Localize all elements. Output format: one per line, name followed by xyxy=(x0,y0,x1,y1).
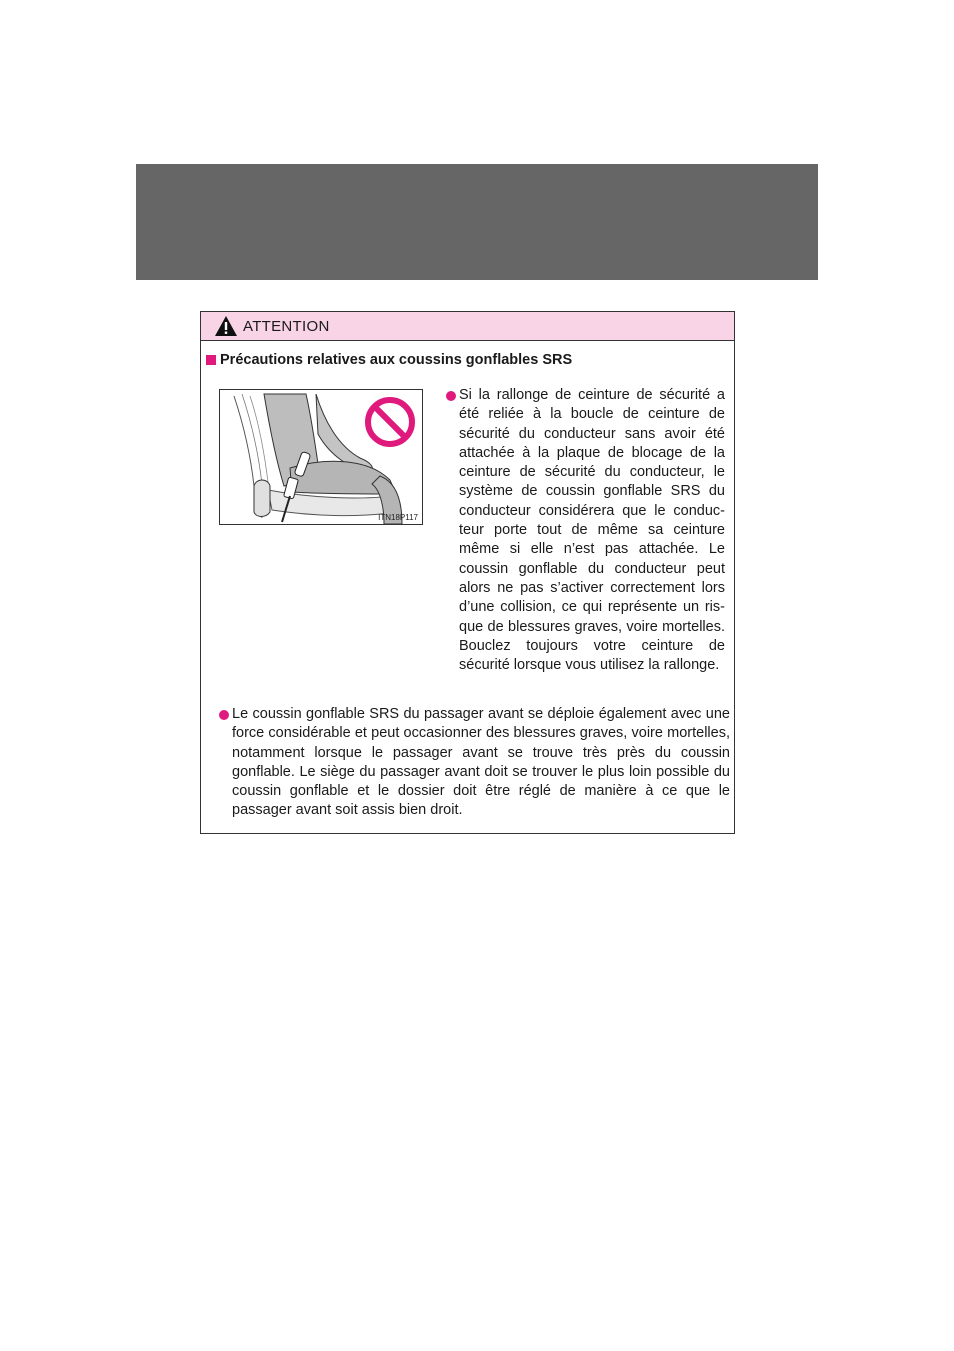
warning-triangle-icon xyxy=(214,315,238,337)
square-bullet-icon xyxy=(206,355,216,365)
section-heading-text: Précautions relatives aux coussins gonflables SRS xyxy=(220,352,573,368)
bullet-paragraph-passenger: Le coussin gonflable SRS du passager avant se déploie également avec une force considérable et peut occasionner des blessures graves, voire mortelles, notamment lorsque le passager avant se trouve très près du coussin gonflable. Le siège du passager avant doit se trouver le plus loin possible du coussin gonflable et le dossier doit être réglé de manière à ce que le passager avant soit assis bien droit. xyxy=(232,706,730,819)
bullet-dot-icon xyxy=(219,710,229,720)
section-heading xyxy=(206,352,572,368)
attention-box xyxy=(200,311,735,834)
prohibited-icon xyxy=(368,400,412,444)
bullet-dot-icon xyxy=(446,391,456,401)
attention-title: ATTENTION xyxy=(243,317,330,335)
chapter-header-band xyxy=(136,164,818,280)
seatbelt-extender-illustration xyxy=(219,389,423,525)
bullet-paragraph-extender: Si la rallonge de ceinture de sécurité a été reliée à la boucle de ceinture de sécurité du conducteur sans avoir été attachée à la plaque de blocage de la ceinture de sécurité du conducteur, le système de coussin gonflable SRS du conducteur considérera que le conducteur porte tout de même sa ceinture même si elle n’est pas attachée. Le coussin gonflable du conducteur peut alors ne pas s’activer correctement lors d’une collision, ce qui représente un risque de blessures graves, voire mortelles. Bouclez toujours votre ceinture de sécurité lorsque vous utilisez la rallonge. xyxy=(459,387,725,674)
attention-header xyxy=(201,312,734,341)
figure-code: ITN18P117 xyxy=(378,513,418,522)
